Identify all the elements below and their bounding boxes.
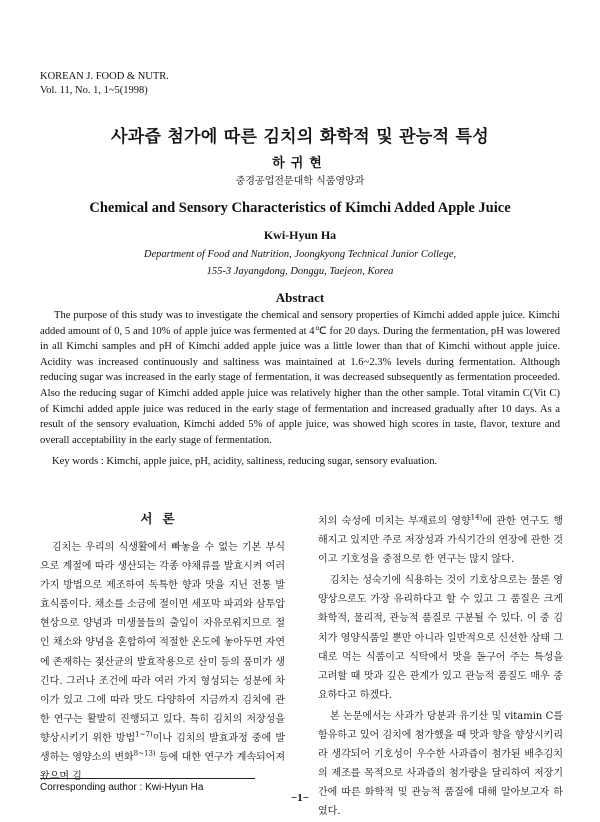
- keywords: Key words : Kimchi, apple juice, pH, acidity, saltiness, reducing sugar, sensory evaluation.: [52, 456, 438, 467]
- intro-paragraph-2: 김치는 성숙기에 식용하는 것이 기호상으로는 물론 영양상으로도 가장 유리하다고 할 수 있고 그 품질은 크게 화학적, 물리적, 관능적 품질로 구분될 수 있다. 이 중 김치가 영양식품일 뿐만 아니라 일반적으로 신선한 상태 그대로 먹는 식품이고 식탁에서 맛을 돋구어 주는 특성을 고려할 때 맛과 깊은 관계가 있고 관능적 품질도 매우 중요하다고 하겠다.: [318, 575, 563, 701]
- intro-text: 에 관한 연구도 행해지고 있지만 주로 저장성과 가식기간의 연장에 관한 것이고 기호성을 중점으로 한 연구는 많지 않다.: [318, 516, 563, 566]
- intro-paragraph-1-continued: [318, 512, 563, 569]
- korean-affiliation: 중경공업전문대학 식품영양과: [235, 176, 365, 187]
- korean-title: 사과즙 첨가에 따른 김치의 화학적 및 관능적 특성: [111, 127, 489, 147]
- affiliation-line-2: 155-3 Jayangdong, Donggu, Taejeon, Korea: [206, 266, 394, 277]
- abstract-heading: Abstract: [275, 290, 325, 305]
- intro-paragraph-1: [40, 538, 285, 786]
- intro-text: 김치는 우리의 식생활에서 빠놓을 수 없는 기본 부식으로 계절에 따라 생산되는 각종 야채류를 발효시켜 여러 가지 방법으로 제조하여 독특한 향과 맛을 지닌 전통 발효식품이다. 채소를 소금에 절이면 세포막 파괴와 삼투압 현상으로 양념과 미생물들의 출입이 자유로워지므로 절인 채소와 양념을 혼합하여 적절한 온도에 놓아두면 자연에 존재하는 젖산균의 발효작용으로 산미 등의 풍미가 생긴다. 그러나 조건에 따라 여러 가지 형성되는 성분에 차이가 있고 그에 따라 맛도 다양하여 지금까지 김치에 관한 연구는 활발히 진행되고 있다. 특히 김치의 저장성을 향상시키기 위한 방법: [40, 542, 285, 744]
- intro-text: 치의 숙성에 미치는 부재료의 영향: [318, 516, 471, 527]
- citation: 8~13): [133, 749, 156, 758]
- abstract-body: The purpose of this study was to investigate the chemical and sensory properties of Kimchi added apple juice. Kimchi added amount of 0, 5 and 10% of apple juice was fermented at 4℃ for 20 days. During the fermentation, pH was lowered in all Kimchi samples and pH of Kimchi added apple juice was a little lower than that of Kimchi without apple juice. Acidity was increased continuously and saltiness was maintained at 1.6~2.3% levels during fermentation. Although reducing sugar was increased in the early stage of fermentation, it was decreased subsequently as fermentation proceeded. Also the reducing sugar of Kimchi added apple juice was relatively higher than the other sample. Total vitamin C(Vit C) of Kimchi added apple juice was reduced in the early stage of fermentation and increased gradually after 10 days. As a result of the sensory evaluation, Kimchi added 5% of apple juice, was showed high scores in taste, flavor, texture and overall acceptability in the early stage of fermentation.: [40, 310, 560, 446]
- english-title: Chemical and Sensory Characteristics of Kimchi Added Apple Juice: [89, 200, 511, 216]
- english-affiliation: [0, 246, 600, 280]
- journal-volume: Vol. 11, No. 1, 1~5(1998): [40, 85, 148, 96]
- citation: 1~7): [135, 730, 153, 739]
- intro-paragraph-3: 본 논문에서는 사과가 당분과 유기산 및 vitamin C를 함유하고 있어 김치에 첨가했을 때 맛과 향을 향상시키리라 생각되어 기호성이 우수한 사과즙이 첨가된 배추김치의 제조를 목적으로 사과즙의 첨가량을 달리하여 저장기간에 따른 화학적 및 관능적 품질에 대해 알아보고자 하였다.: [318, 710, 563, 818]
- korean-author: 하귀현: [272, 156, 328, 171]
- section-heading-introduction: 서론: [140, 511, 185, 526]
- citation: 14): [470, 513, 483, 522]
- english-author: Kwi-Hyun Ha: [263, 228, 337, 242]
- intro-text: 등에 대한 연구가 계속되어져 왔으며 김: [40, 752, 285, 783]
- affiliation-line-1: Department of Food and Nutrition, Joongkyong Technical Junior College,: [143, 249, 457, 260]
- page-number: −1−: [290, 792, 310, 804]
- journal-name: KOREAN J. FOOD & NUTR.: [40, 71, 169, 82]
- footnote-divider: [40, 778, 255, 779]
- intro-text: 이나 김치의 발효과정 중에 발생하는 영양소의 변화: [40, 732, 285, 764]
- journal-header: [40, 70, 169, 98]
- corresponding-author-footnote: Corresponding author : Kwi-Hyun Ha: [40, 782, 204, 793]
- left-column: [40, 510, 285, 786]
- right-column: [318, 512, 563, 822]
